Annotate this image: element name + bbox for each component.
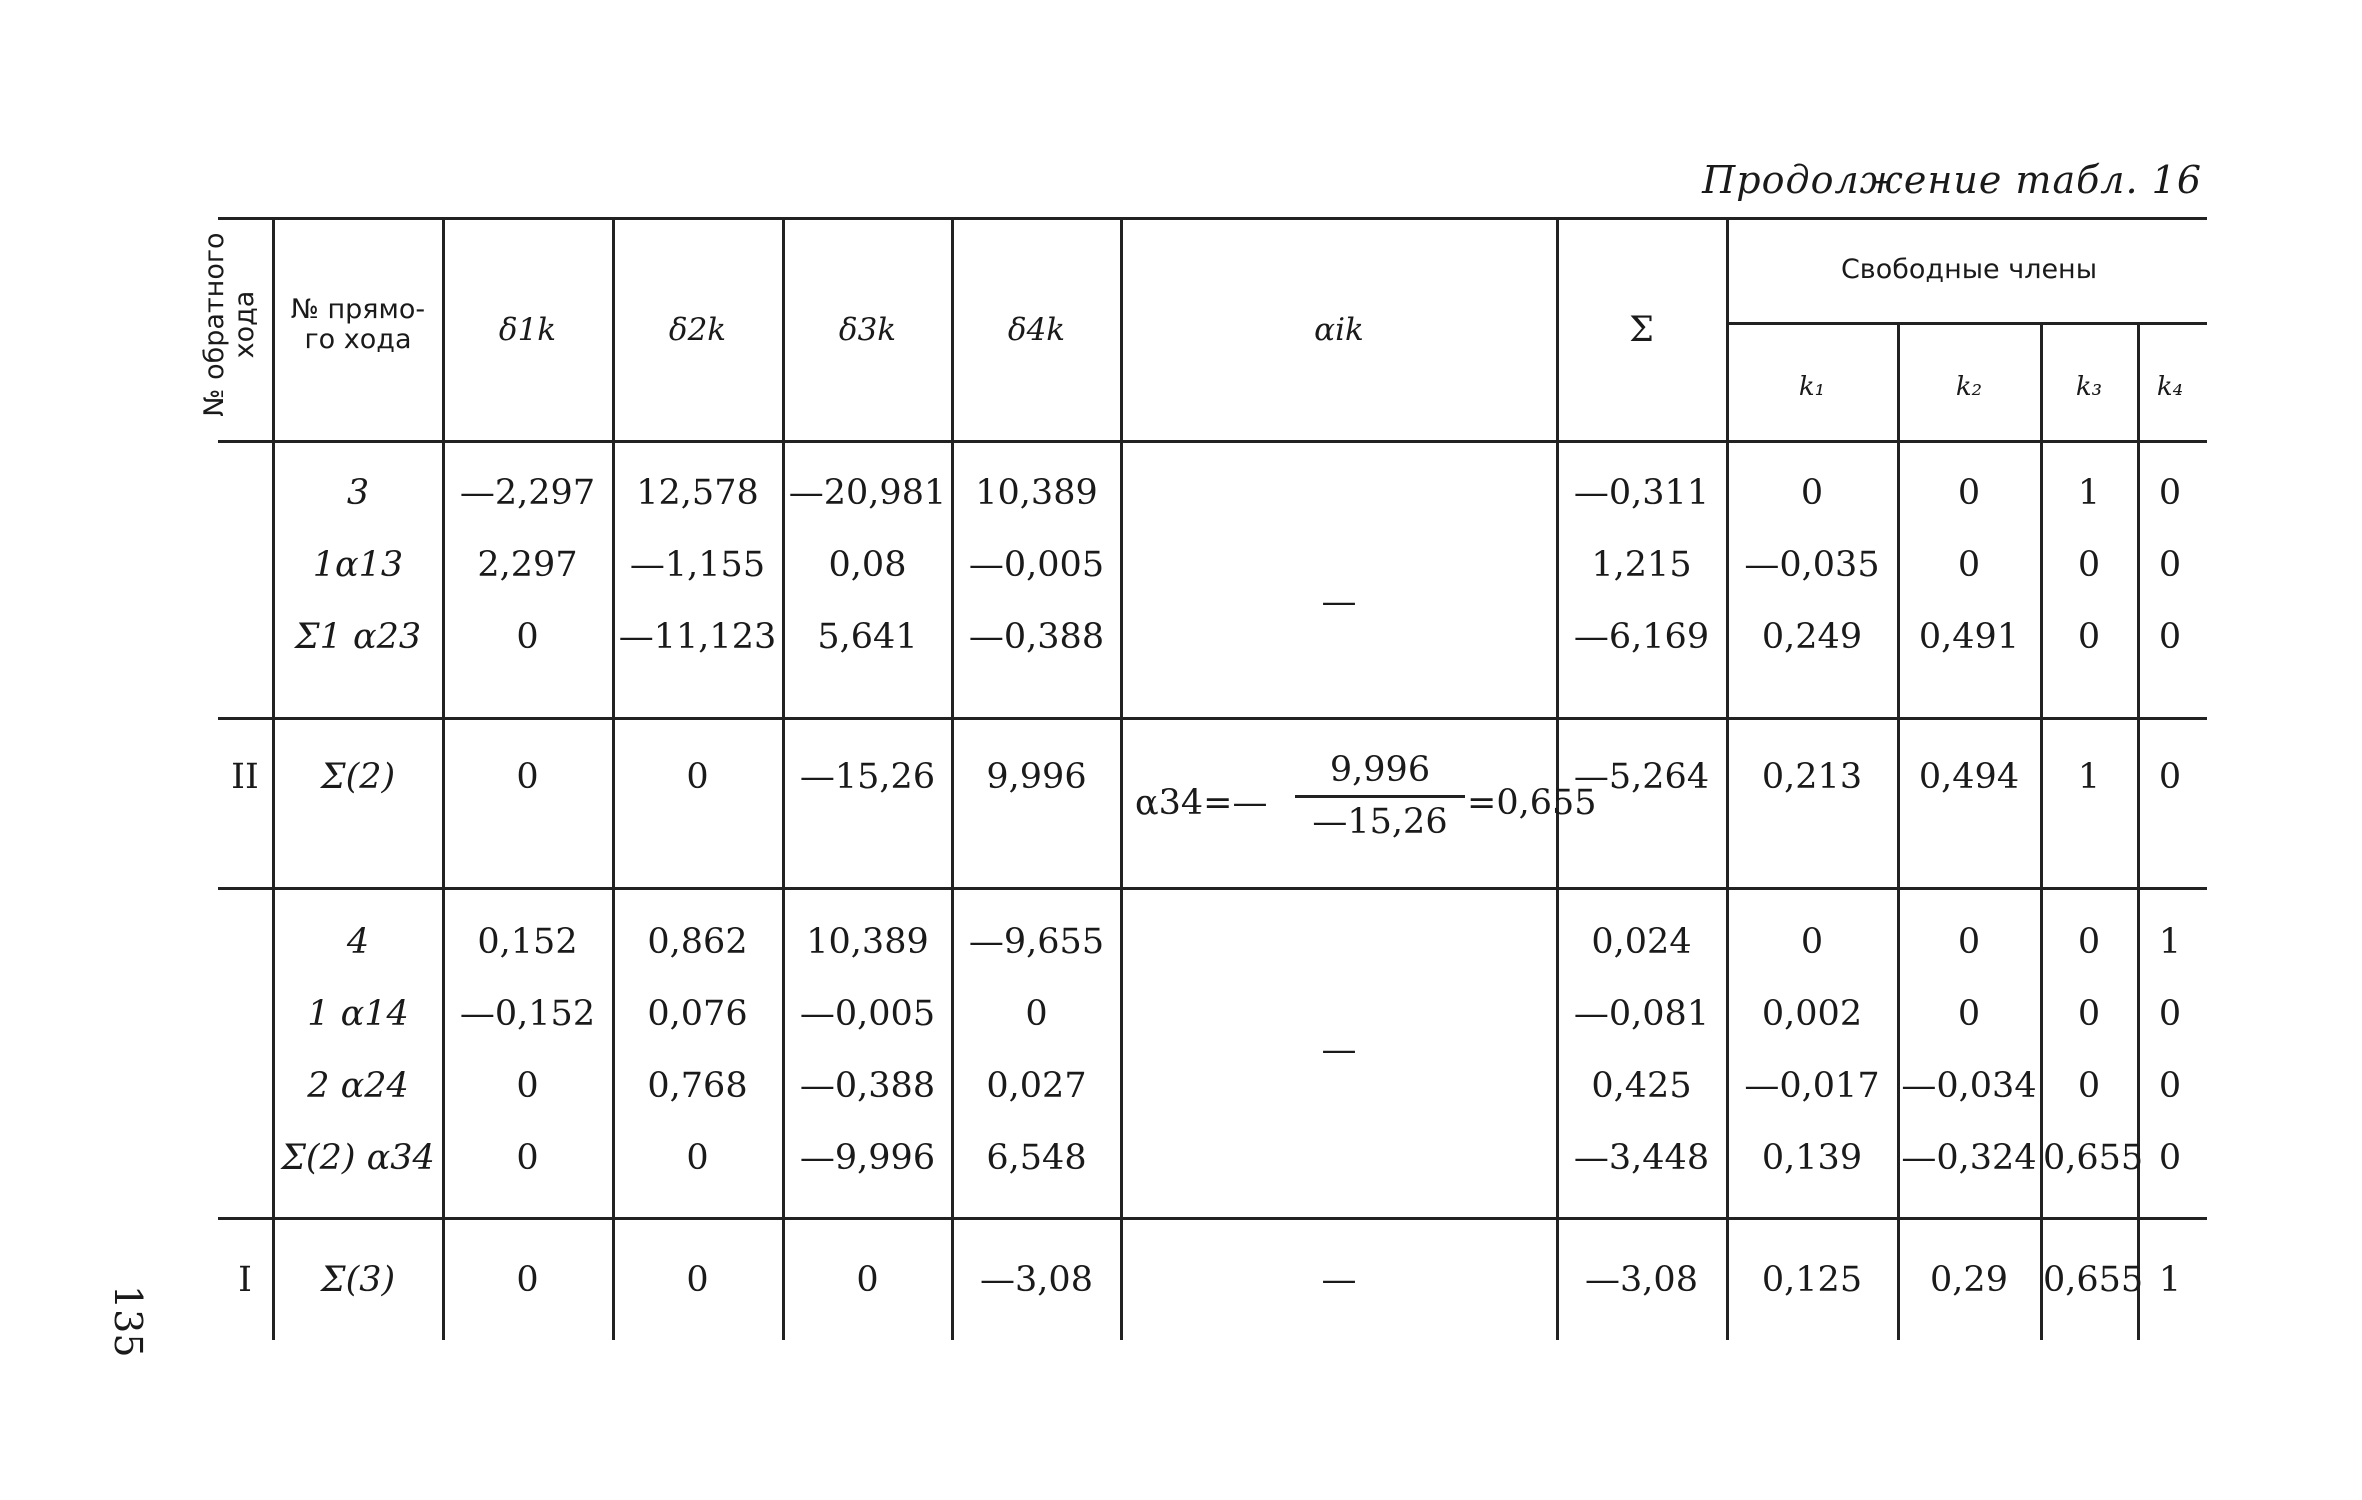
header-sigma: Σ	[1629, 310, 1654, 350]
row-label: Σ(3)	[320, 1260, 396, 1300]
cell-d4: —0,388	[968, 617, 1105, 657]
cell-d1: 0,152	[477, 922, 578, 962]
cell-d2: 0,076	[647, 994, 748, 1034]
cell-k1: 0	[1800, 922, 1824, 962]
cell-d3: 5,641	[817, 617, 918, 657]
cell-k2: 0,491	[1918, 617, 2020, 657]
cell-d3: —9,996	[799, 1138, 936, 1178]
row-label: 2 α24	[307, 1066, 409, 1106]
row-label: Σ1 α23	[294, 617, 422, 657]
header-delta-2k: δ2k	[668, 312, 727, 348]
cell-d4: 6,548	[986, 1138, 1087, 1178]
rule-header-bottom	[218, 440, 2207, 443]
fraction-bar	[1295, 795, 1465, 798]
cell-d2: 0	[686, 1260, 709, 1300]
cell-sigma: —6,169	[1573, 617, 1710, 657]
cell-d2: 0	[686, 1138, 709, 1178]
rule-top	[218, 217, 2207, 220]
cell-k2: 0	[1957, 545, 1981, 585]
cell-d2: 0,768	[647, 1066, 748, 1106]
cell-d3: 10,389	[806, 922, 929, 962]
cell-sigma: 1,215	[1591, 545, 1692, 585]
alpha34-rhs: =0,655	[1467, 783, 1597, 823]
row-label: Σ(2) α34	[281, 1138, 435, 1178]
cell-sigma: —3,448	[1573, 1138, 1710, 1178]
cell-d2: —11,123	[618, 617, 777, 657]
cell-k1: 0	[1800, 473, 1824, 513]
cell-d1: 0	[516, 757, 539, 797]
cell-k2: 0	[1957, 994, 1981, 1034]
cell-d3: —0,005	[799, 994, 936, 1034]
cell-sigma: 0,425	[1591, 1066, 1692, 1106]
header-reverse-pass: № обратного хода	[199, 232, 260, 417]
cell-d4: —0,005	[968, 545, 1105, 585]
cell-k1: —0,017	[1744, 1066, 1880, 1106]
cell-d2: 12,578	[636, 473, 759, 513]
cell-k3: 1	[2077, 473, 2101, 513]
cell-k3: 0	[2077, 617, 2101, 657]
cell-k3: 1	[2077, 757, 2101, 797]
rule-group1-bottom	[218, 717, 2207, 720]
cell-d1: 2,297	[477, 545, 578, 585]
alpha34-equation	[1130, 750, 1597, 850]
cell-k1: 0,002	[1761, 994, 1863, 1034]
row-label: 3	[346, 473, 370, 513]
cell-d1: 0	[516, 1260, 539, 1300]
row-label: 4	[346, 922, 370, 962]
header-delta-1k: δ1k	[498, 312, 557, 348]
cell-k3: 0	[2077, 1066, 2101, 1106]
rule-group3-bottom	[218, 1217, 2207, 1220]
cell-sigma: —5,264	[1573, 757, 1710, 797]
cell-k4: 0	[2158, 757, 2182, 797]
alpha-dash: —	[1321, 1030, 1357, 1070]
cell-d1: —2,297	[459, 473, 596, 513]
cell-k4: 1	[2158, 1260, 2182, 1300]
col-rule	[272, 220, 275, 1340]
cell-d1: 0	[516, 1066, 539, 1106]
cell-d2: 0	[686, 757, 709, 797]
row-label: 1α13	[312, 545, 404, 585]
cell-k2: 0,494	[1918, 757, 2020, 797]
header-delta-3k: δ3k	[838, 312, 897, 348]
header-alpha-ik: αik	[1314, 312, 1364, 348]
alpha34-lhs: α34=—	[1135, 783, 1268, 823]
cell-sigma: —0,311	[1573, 473, 1710, 513]
cell-k1: 0,139	[1761, 1138, 1863, 1178]
cell-k1: —0,035	[1744, 545, 1880, 585]
header-k3: k₃	[2075, 372, 2103, 402]
header-k1: k₁	[1798, 372, 1826, 402]
cell-d4: —3,08	[980, 1260, 1093, 1300]
cell-d3: —15,26	[799, 757, 936, 797]
header-k2: k₂	[1955, 372, 1983, 402]
cell-d4: 0	[1025, 994, 1048, 1034]
cell-k4: 0	[2158, 1138, 2182, 1178]
cell-k3: 0,655	[2043, 1260, 2144, 1300]
cell-k3: 0	[2077, 994, 2101, 1034]
alpha-dash: —	[1321, 582, 1357, 622]
cell-k4: 0	[2158, 1066, 2182, 1106]
rule-group2-bottom	[218, 887, 2207, 890]
cell-k4: 0	[2158, 473, 2182, 513]
cell-k2: —0,324	[1901, 1138, 2037, 1178]
cell-k3: 0,655	[2043, 1138, 2144, 1178]
cell-d3: —0,388	[799, 1066, 936, 1106]
reverse-pass-number: II	[231, 757, 259, 797]
cell-d4: 0,027	[986, 1066, 1087, 1106]
col-rule	[1120, 220, 1123, 1340]
cell-k3: 0	[2077, 922, 2101, 962]
header-k4: k₄	[2156, 372, 2184, 402]
reverse-pass-number: I	[238, 1260, 252, 1300]
alpha34-numerator: 9,996	[1329, 750, 1431, 790]
row-label: 1 α14	[307, 994, 409, 1034]
alpha34-denominator: —15,26	[1312, 802, 1448, 842]
cell-d1: 0	[516, 617, 539, 657]
cell-d4: 10,389	[975, 473, 1098, 513]
cell-d4: —9,655	[968, 922, 1105, 962]
header-forward-pass	[278, 295, 438, 355]
cell-k2: 0	[1957, 922, 1981, 962]
header-forward-pass-text: № прямо-го хода	[290, 294, 426, 355]
alpha-dash: —	[1321, 1260, 1357, 1300]
rule-subheader	[1728, 322, 2207, 325]
cell-k2: 0	[1957, 473, 1981, 513]
cell-d1: —0,152	[459, 994, 596, 1034]
cell-k2: 0,29	[1930, 1260, 2008, 1300]
cell-k4: 0	[2158, 994, 2182, 1034]
cell-k3: 0	[2077, 545, 2101, 585]
row-label: Σ(2)	[320, 757, 396, 797]
header-delta-4k: δ4k	[1007, 312, 1066, 348]
cell-sigma: —0,081	[1573, 994, 1710, 1034]
cell-k1: 0,213	[1761, 757, 1863, 797]
cell-d2: 0,862	[647, 922, 748, 962]
cell-sigma: —3,08	[1585, 1260, 1698, 1300]
cell-k4: 0	[2158, 545, 2182, 585]
cell-k4: 1	[2158, 922, 2182, 962]
cell-d3: —20,981	[788, 473, 947, 513]
cell-d3: 0	[856, 1260, 879, 1300]
header-free-terms: Свободные члены	[1840, 254, 2098, 285]
cell-d4: 9,996	[986, 757, 1087, 797]
page-number: 135	[106, 1285, 150, 1358]
cell-d1: 0	[516, 1138, 539, 1178]
cell-k2: —0,034	[1901, 1066, 2037, 1106]
cell-d2: —1,155	[629, 545, 766, 585]
cell-k1: 0,249	[1761, 617, 1863, 657]
cell-k4: 0	[2158, 617, 2182, 657]
table-caption: Продолжение табл. 16	[1702, 158, 2202, 202]
cell-sigma: 0,024	[1591, 922, 1692, 962]
cell-k1: 0,125	[1761, 1260, 1863, 1300]
cell-d3: 0,08	[828, 545, 907, 585]
